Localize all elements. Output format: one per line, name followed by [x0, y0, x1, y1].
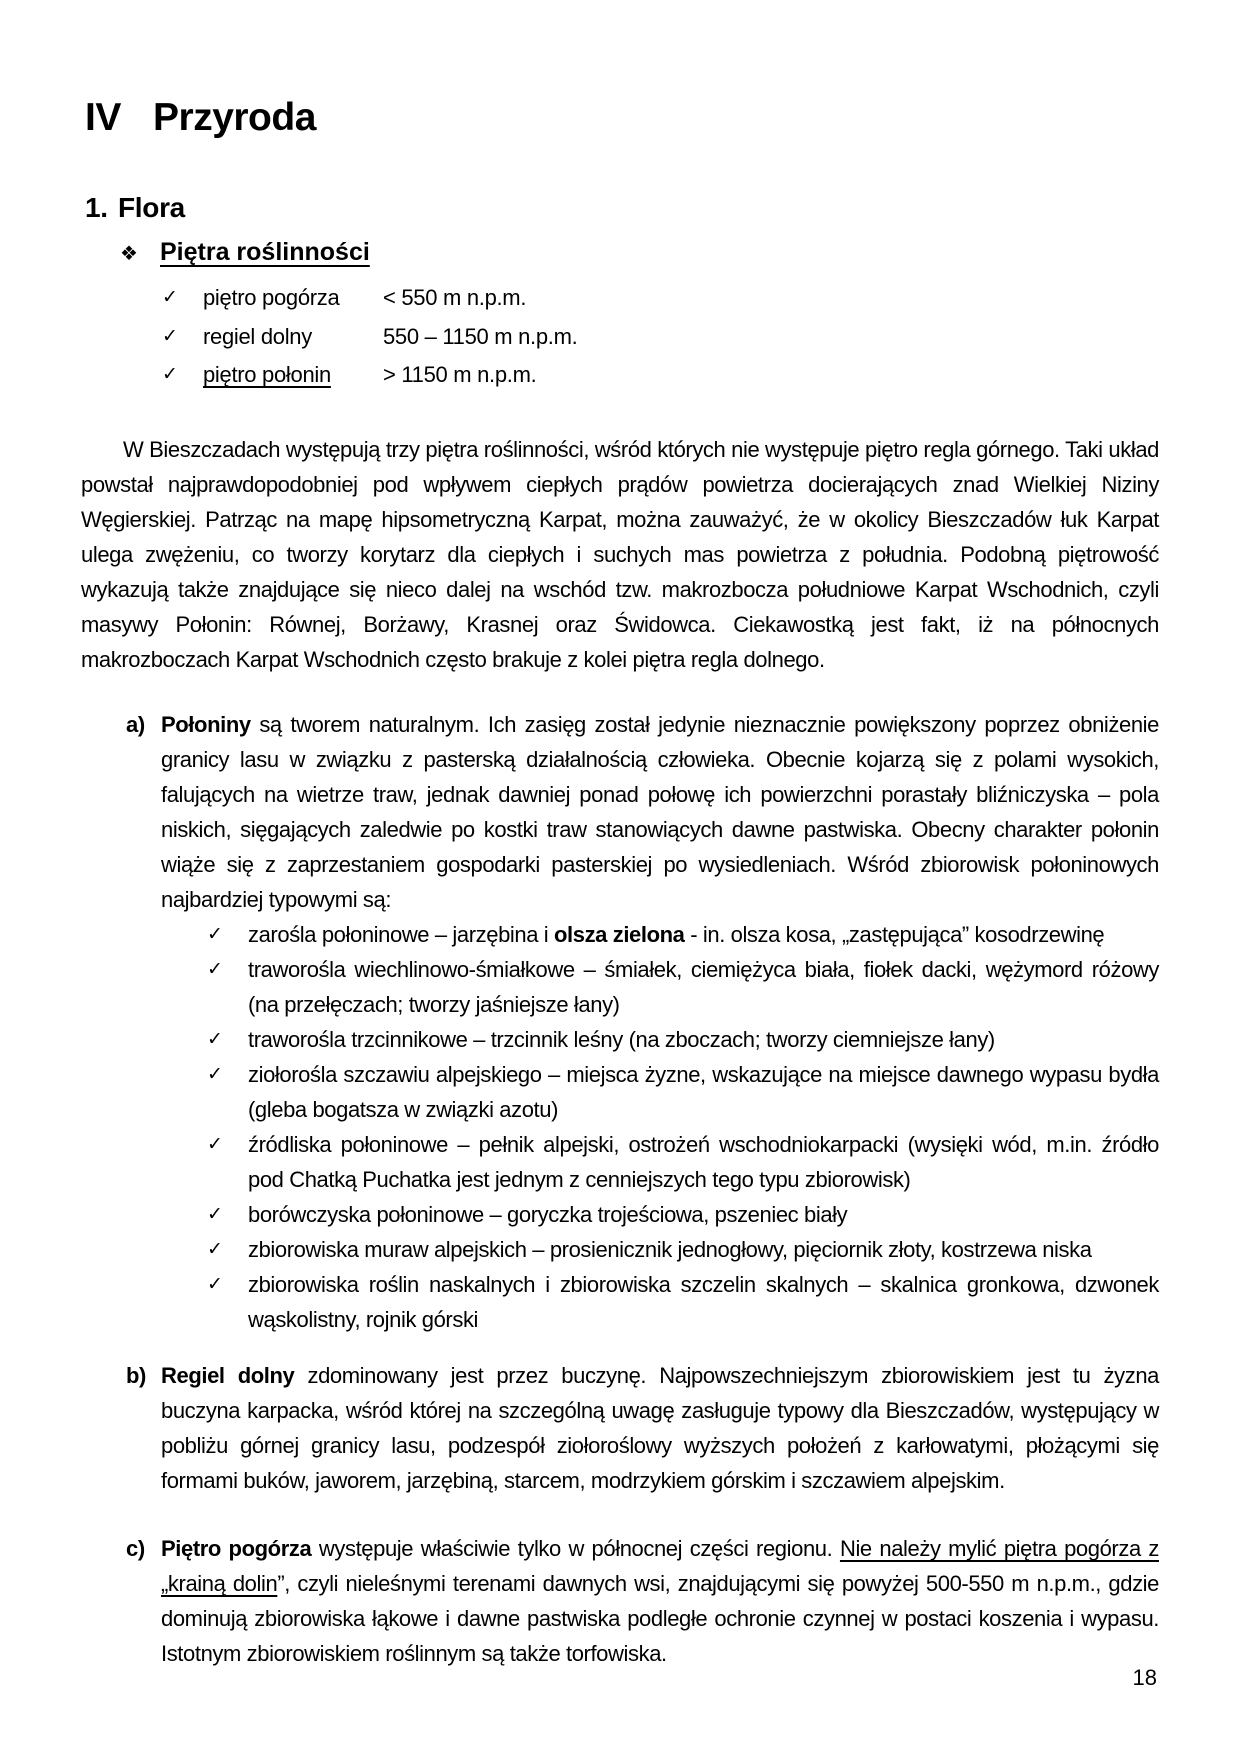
check-icon: ✓	[162, 287, 178, 308]
list-item-text-run: zarośla połoninowe – jarzębina i	[248, 922, 554, 948]
check-icon: ✓	[207, 1239, 223, 1261]
chapter-numeral: IV	[85, 96, 121, 139]
item-label: a)	[126, 712, 145, 738]
check-icon: ✓	[207, 1274, 223, 1296]
item-paragraph	[161, 1531, 1159, 1671]
section-number: 1.	[85, 192, 108, 223]
diamond-bullet-icon: ❖	[120, 243, 138, 265]
zone-name: piętro połonin	[203, 362, 331, 388]
list-item	[161, 1022, 1159, 1057]
list-item-text: zbiorowiska muraw alpejskich – prosienicznik jednogłowy, pięciornik złoty, kostrzewa niska	[248, 1237, 1092, 1263]
item-body	[161, 707, 1159, 1337]
item-paragraph	[161, 707, 1159, 917]
chapter-heading	[85, 96, 1159, 139]
list-item	[161, 952, 1159, 1022]
item-label: c)	[126, 1536, 145, 1562]
item-lead: Piętro pogórza	[161, 1536, 312, 1562]
check-icon: ✓	[162, 364, 178, 386]
list-item-text: źródliska połoninowe – pełnik alpejski, ostrożeń wschodniokarpacki (wysięki wód, m.in. źródło pod Chatką Puchatka jest jednym z cenniejszych tego typu zbiorowisk)	[248, 1132, 1159, 1193]
check-icon: ✓	[207, 1029, 223, 1051]
check-icon: ✓	[207, 1134, 223, 1156]
check-icon: ✓	[207, 924, 223, 946]
zone-name: piętro pogórza	[203, 285, 340, 310]
list-item-text: borówczyska połoninowe – goryczka trojeściowa, pszeniec biały	[248, 1202, 848, 1228]
item-lead: Regiel dolny	[161, 1363, 295, 1389]
subsection-heading	[120, 237, 1159, 269]
item-label: b)	[126, 1363, 146, 1389]
list-item-text: traworośla wiechlinowo-śmiałkowe – śmiałek, ciemiężyca biała, fiołek dacki, wężymord różowy (na przełęczach; tworzy jaśniejsze łany)	[248, 957, 1159, 1018]
plant-communities-list	[161, 917, 1159, 1337]
item-lead: Połoniny	[161, 712, 251, 738]
list-item-text: ziołorośla szczawiu alpejskiego – miejsca żyzne, wskazujące na miejsce dawnego wypasu bydła (gleba bogatsza w związki azotu)	[248, 1062, 1159, 1123]
zone-range: < 550 m n.p.m.	[383, 285, 527, 310]
item-text-run: ”, czyli nieleśnymi terenami dawnych wsi, znajdującymi się powyżej 500-550 m n.p.m., gdzie dominują zbiorowiska łąkowe i dawne pastwiska podległe ochronie czynnej w postaci koszenia i wypasu. Istotnym zbiorowiskiem roślinnym są także torfowiska.	[161, 1571, 1159, 1667]
check-icon: ✓	[207, 1064, 223, 1086]
list-item-text-bold: olsza zielona	[554, 922, 685, 948]
zone-range: > 1150 m n.p.m.	[383, 362, 537, 388]
altitude-zones-list	[81, 279, 1159, 395]
list-item	[161, 1057, 1159, 1127]
page-number: 18	[1132, 1665, 1157, 1690]
list-item	[161, 1127, 1159, 1197]
list-item	[81, 356, 1159, 395]
chapter-title: Przyroda	[153, 96, 316, 139]
item-text-underlined: Nie należy mylić piętra pogórza z „krainą dolin	[161, 1536, 1159, 1597]
item-body	[161, 1531, 1159, 1671]
item-paragraph	[161, 1358, 1159, 1498]
intro-paragraph: W Bieszczadach występują trzy piętra roślinności, wśród których nie występuje piętro regla górnego. Taki układ powstał najprawdopodobniej pod wpływem ciepłych prądów powietrza docierających znad Wielkiej Niziny Węgierskiej. Patrząc na mapę hipsometryczną Karpat, można zauważyć, że w okolicy Bieszczadów łuk Karpat ulega zwężeniu, co tworzy korytarz dla ciepłych i suchych mas powietrza z południa. Podobną piętrowość wykazują także znajdujące się nieco dalej na wschód tzw. makrozbocza południowe Karpat Wschodnich, czyli masywy Połonin: Równej, Borżawy, Krasnej oraz Świdowca. Ciekawostką jest fakt, iż na północnych makrozboczach Karpat Wschodnich często brakuje z kolei piętra regla dolnego.	[81, 437, 1159, 673]
item-text-run: występuje właściwie tylko w północnej części regionu.	[311, 1536, 840, 1562]
list-item-a	[81, 707, 1159, 1337]
section-heading	[85, 193, 1159, 223]
item-text: są tworem naturalnym. Ich zasięg został jedynie nieznacznie powiększony poprzez obniżenie granicy lasu w związku z pasterską działalnością człowieka. Obecnie kojarzą się z polami wysokich, falujących na wietrze traw, jednak dawniej ponad połowę ich powierzchni porastały bliźniczyska – pola niskich, sięgających zaledwie po kostki traw stanowiących dawne pastwiska. Obecny charakter połonin wiąże się z zaprzestaniem gospodarki pasterskiej po wysiedleniach. Wśród zbiorowisk połoninowych najbardziej typowymi są:	[161, 712, 1159, 913]
list-item-text: traworośla trzcinnikowe – trzcinnik leśny (na zboczach; tworzy ciemniejsze łany)	[248, 1027, 995, 1053]
zone-range: 550 – 1150 m n.p.m.	[383, 323, 578, 349]
list-item-c	[81, 1531, 1159, 1671]
section-title: Flora	[118, 192, 185, 223]
list-item	[161, 1197, 1159, 1232]
list-item	[161, 917, 1159, 952]
check-icon: ✓	[207, 959, 223, 981]
list-item	[81, 279, 1159, 318]
list-item-text-run: - in. olsza kosa, „zastępująca” kosodrzewinę	[684, 922, 1105, 948]
list-item	[161, 1267, 1159, 1337]
item-body	[161, 1358, 1159, 1498]
list-item-text	[248, 917, 1159, 952]
subsection-title: Piętra roślinności	[160, 238, 370, 266]
item-text: zdominowany jest przez buczynę. Najpowszechniejszym zbiorowiskiem jest tu żyzna buczyna karpacka, wśród której na szczególną uwagę zasługuje typowy dla Bieszczadów, występujący w pobliżu górnej granicy lasu, podzespół ziołoroślowy wyższych położeń z karłowatymi, płożącymi się formami buków, jaworem, jarzębiną, starcem, modrzykiem górskim i szczawiem alpejskim.	[161, 1363, 1159, 1494]
list-item	[81, 318, 1159, 357]
list-item-b	[81, 1358, 1159, 1498]
check-icon: ✓	[207, 1204, 223, 1226]
zone-name: regiel dolny	[203, 323, 312, 349]
list-item	[161, 1232, 1159, 1267]
list-item-text: zbiorowiska roślin naskalnych i zbiorowiska szczelin skalnych – skalnica gronkowa, dzwonek wąskolistny, rojnik górski	[248, 1272, 1159, 1333]
check-icon: ✓	[162, 325, 178, 347]
page-content	[81, 0, 1159, 1671]
